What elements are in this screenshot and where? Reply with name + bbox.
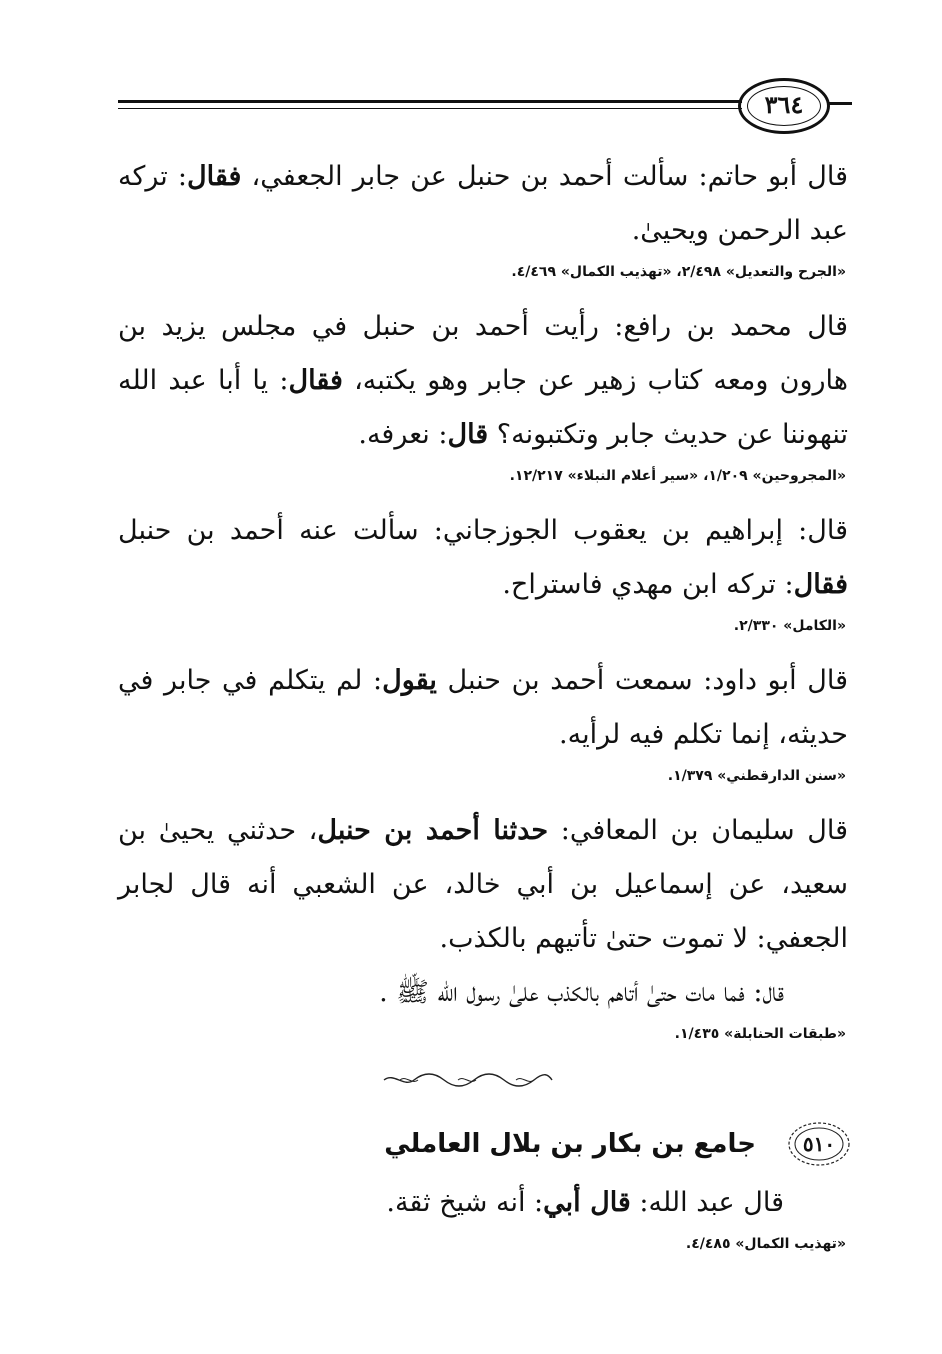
paragraph-continuation: قال: فما مات حتىٰ أتاهم بالكذب علىٰ رسول الله ﷺ . xyxy=(379,977,784,1008)
source-citation: «المجروحين» ١/٢٠٩، «سير أعلام النبلاء» ١٢/٢١٧. xyxy=(509,468,846,484)
header-rule-thin xyxy=(118,108,742,109)
source-citation: «الكامل» ٢/٣٣٠. xyxy=(733,618,846,634)
biography-entry-heading xyxy=(300,1118,852,1174)
entry-number: ٥١٠ xyxy=(802,1132,836,1156)
paragraph: قال: إبراهيم بن يعقوب الجوزجاني: سألت عنه أحمد بن حنبل فقال: تركه ابن مهدي فاستراح. xyxy=(118,515,848,600)
paragraph: قال أبو داود: سمعت أحمد بن حنبل يقول: لم يتكلم في جابر في حديثه، إنما تكلم فيه لرأيه. xyxy=(118,665,848,750)
section-divider-ornament xyxy=(380,1072,556,1088)
header-rule-tail xyxy=(828,102,852,105)
source-citation: «الجرح والتعديل» ٢/٤٩٨، «تهذيب الكمال» ٤/٤٦٩. xyxy=(511,264,846,280)
entry-name: جامع بن بكار بن بلال العاملي xyxy=(384,1129,756,1159)
header-rule xyxy=(118,100,742,103)
page-number: ٣٦٤ xyxy=(764,90,804,119)
source-citation: «طبقات الحنابلة» ١/٤٣٥. xyxy=(674,1026,846,1042)
entry-text xyxy=(118,1176,848,1272)
paragraph: قال سليمان بن المعافي: حدثنا أحمد بن حنبل، حدثني يحيىٰ بن سعيد، عن إسماعيل بن أبي خالد، عن الشعبي أنه قال لجابر الجعفي: لا تموت حتىٰ تأتيهم بالكذب. xyxy=(118,815,848,954)
paragraph: قال محمد بن رافع: رأيت أحمد بن حنبل في مجلس يزيد بن هارون ومعه كتاب زهير عن جابر وهو يكتبه، فقال: يا أبا عبد الله تنهوننا عن حديث جابر وتكتبونه؟ قال: نعرفه. xyxy=(118,311,848,450)
main-text xyxy=(118,150,848,1062)
paragraph: قال أبو حاتم: سألت أحمد بن حنبل عن جابر الجعفي، فقال: تركه عبد الرحمن ويحيىٰ. xyxy=(118,161,848,246)
source-citation: «تهذيب الكمال» ٤/٤٨٥. xyxy=(685,1236,846,1252)
source-citation: «سنن الدارقطني» ١/٣٧٩. xyxy=(667,768,846,784)
page-header xyxy=(118,78,852,134)
paragraph: قال عبد الله: قال أبي: أنه شيخ ثقة. xyxy=(386,1187,784,1218)
